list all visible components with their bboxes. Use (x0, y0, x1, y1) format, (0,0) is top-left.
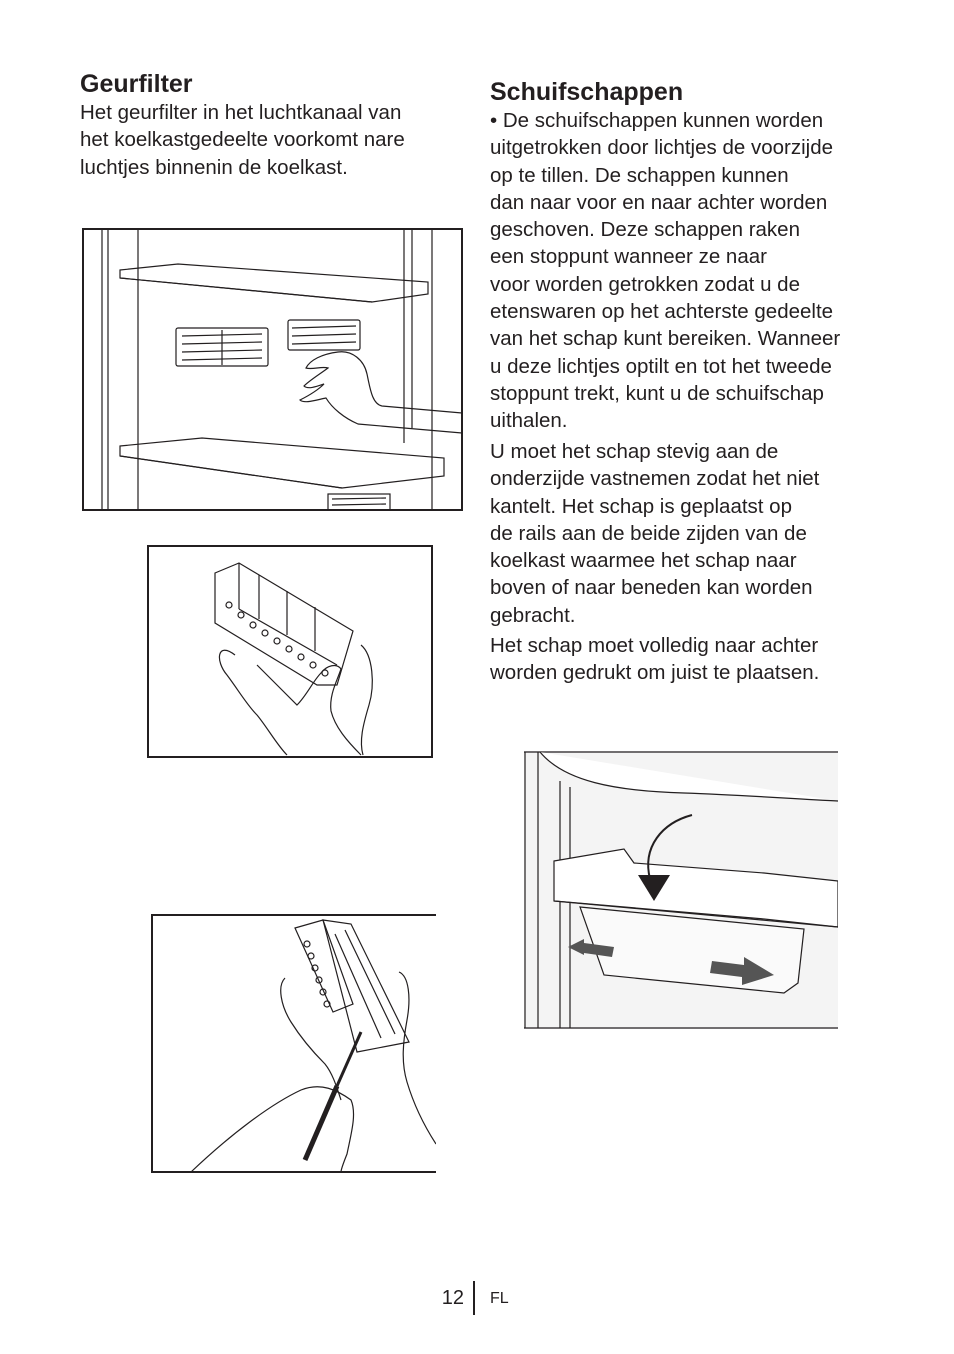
schuifschappen-title: Schuifschappen (490, 78, 684, 106)
geurfilter-title: Geurfilter (80, 70, 193, 98)
fridge-odour-filter-illustration (82, 228, 463, 511)
filter-in-hand-illustration (147, 545, 433, 758)
filter-cover-removal-illustration (151, 914, 436, 1174)
sliding-shelf-illustration (524, 751, 838, 1029)
footer-divider (473, 1281, 475, 1315)
schuifschappen-paragraph-1: • De schuifschappen kunnen worden uitgetrokken door lichtjes de voorzijde op te tillen. De schappen kunnen dan naar voor en naar achter worden geschoven. Deze schappen raken een stoppunt wanneer ze naar voor worden getrokken zodat u de etenswaren op het achterste gedeelte van het schap kunt bereiken. Wanneer u deze lichtjes optilt en tot het tweede stoppunt trekt, kunt u de schuifschap uithalen. (490, 109, 841, 433)
geurfilter-description: Het geurfilter in het luchtkanaal van het koelkastgedeelte voorkomt nare luchtjes binnenin de koelkast. (80, 101, 405, 179)
schuifschappen-paragraph-3: Het schap moet volledig naar achter worden gedrukt om juist te plaatsen. (490, 634, 820, 685)
schuifschappen-paragraph-2: U moet het schap stevig aan de onderzijde vastnemen zodat het niet kantelt. Het schap is geplaatst op de rails aan de beide zijden van de koelkast waarmee het schap naar boven of naar beneden kan worden gebracht. (490, 440, 820, 627)
page-number: 12 (441, 1287, 464, 1309)
language-code: FL (490, 1290, 509, 1307)
